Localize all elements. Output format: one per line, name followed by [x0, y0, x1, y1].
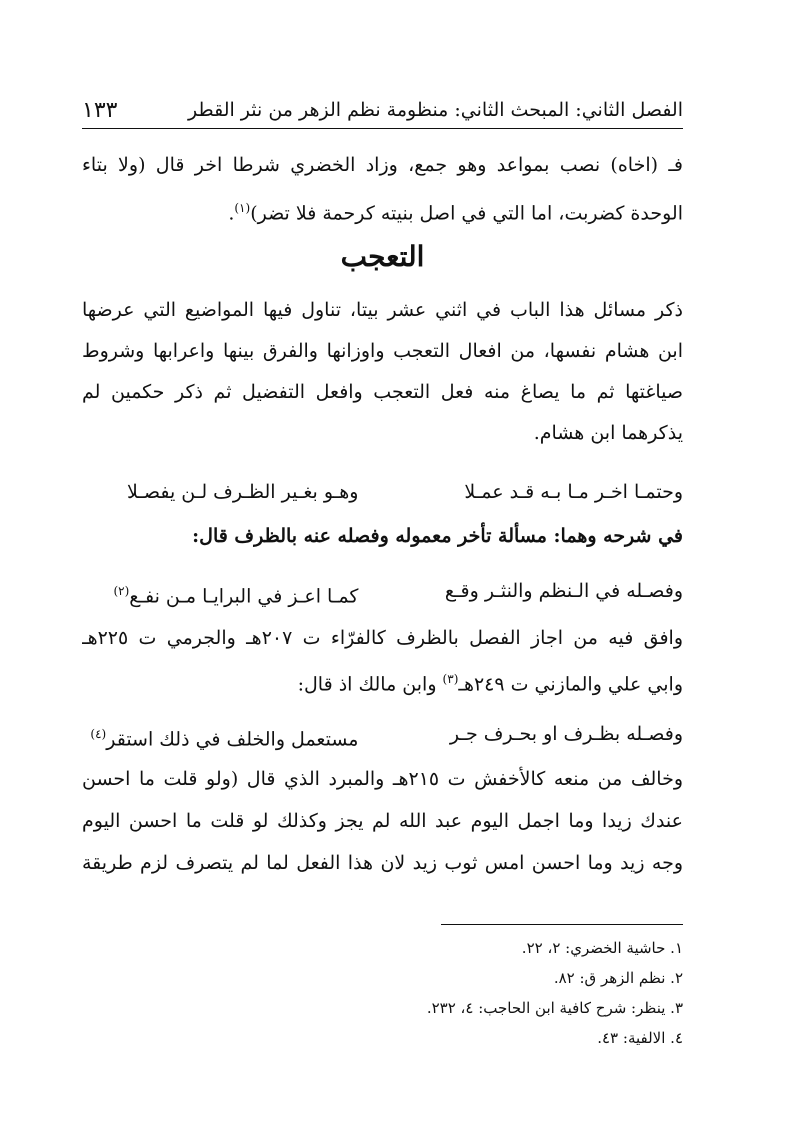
verse-first-hemistich: وفصـله بظـرف او بحـرف جـر — [449, 723, 683, 745]
text-line: صياغتها ثم ما يصاغ منه فعل التعجب وافعل التفضيل ثم ذكر حكمين لم — [82, 381, 683, 403]
text-fragment: الوحدة كضربت، اما التي في اصل بنيته كرحمة فلا تضر) — [250, 202, 683, 225]
footnote-ref: (٣) — [442, 672, 459, 686]
text-line — [82, 193, 683, 228]
verse-first-hemistich: وفصـله في الـنظم والنثـر وقـع — [444, 580, 683, 602]
page-number: ١٣٣ — [82, 97, 118, 123]
verse-line — [82, 477, 683, 507]
text-fragment: . — [228, 202, 235, 225]
footnote-ref: (٢) — [113, 584, 130, 598]
text-line — [82, 664, 683, 699]
page-header — [82, 92, 683, 129]
footnote-ref: (٤) — [90, 727, 107, 741]
text-line: وجه زيد وما احسن امس ثوب زيد لان هذا الفعل لما لم يتصرف لزم طريقة — [82, 852, 683, 874]
verse-second-hemistich — [82, 576, 358, 611]
verse-second-hemistich — [82, 719, 358, 754]
text-line: عندك زيدا وما اجمل اليوم عبد الله لم يجز وكذلك لو قلت ما احسن اليوم — [82, 810, 683, 832]
text-line: فـ (اخاه) نصب بمواعد وهو جمع، وزاد الخضري شرطا اخر قال (ولا بتاء — [82, 154, 683, 176]
text-line: ذكر مسائل هذا الباب في اثني عشر بيتا، تناول فيها المواضيع التي عرضها — [82, 299, 683, 321]
footnote-ref: (١) — [234, 201, 251, 215]
text-line: ابن هشام نفسها، من افعال التعجب واوزانها والفرق بينها واعرابها وشروط — [82, 340, 683, 362]
footnote: ١. حاشية الخضري: ٢، ٢٢. — [521, 939, 683, 957]
verse-line — [82, 719, 683, 754]
text-fragment: وابي علي والمازني ت ٢٤٩هـ — [458, 673, 683, 696]
text-line: وافق فيه من اجاز الفصل بالظرف كالفرّاء ت ٢٠٧هـ والجرمي ت ٢٢٥هـ — [82, 627, 683, 649]
footnote-separator — [441, 924, 683, 925]
text-fragment: كمـا اعـز في البرايـا مـن نفـع — [129, 585, 359, 608]
footnote: ٤. الالفية: ٤٣. — [597, 1029, 683, 1047]
text-line: وخالف من منعه كالأخفش ت ٢١٥هـ والمبرد الذي قال (ولو قلت ما احسن — [82, 768, 683, 790]
footnote: ٣. ينظر: شرح كافية ابن الحاجب: ٤، ٢٣٢. — [426, 999, 683, 1017]
running-title: الفصل الثاني: المبحث الثاني: منظومة نظم الزهر من نثر القطر — [188, 99, 683, 121]
footnote: ٢. نظم الزهر ق: ٨٢. — [553, 969, 683, 987]
verse-line — [82, 576, 683, 611]
subheading-line: في شرحه وهما: مسألة تأخر معموله وفصله عنه بالظرف قال: — [192, 525, 683, 547]
verse-second-hemistich: وهـو بغـير الظـرف لـن يفصـلا — [126, 481, 359, 503]
text-fragment: مستعمل والخلف في ذلك استقر — [106, 728, 359, 751]
text-line: يذكرهما ابن هشام. — [533, 422, 683, 444]
verse-first-hemistich: وحتمـا اخـر مـا بـه قـد عمـلا — [464, 481, 683, 503]
text-fragment: وابن مالك اذ قال: — [297, 673, 443, 696]
section-heading: التعجب — [340, 240, 425, 273]
